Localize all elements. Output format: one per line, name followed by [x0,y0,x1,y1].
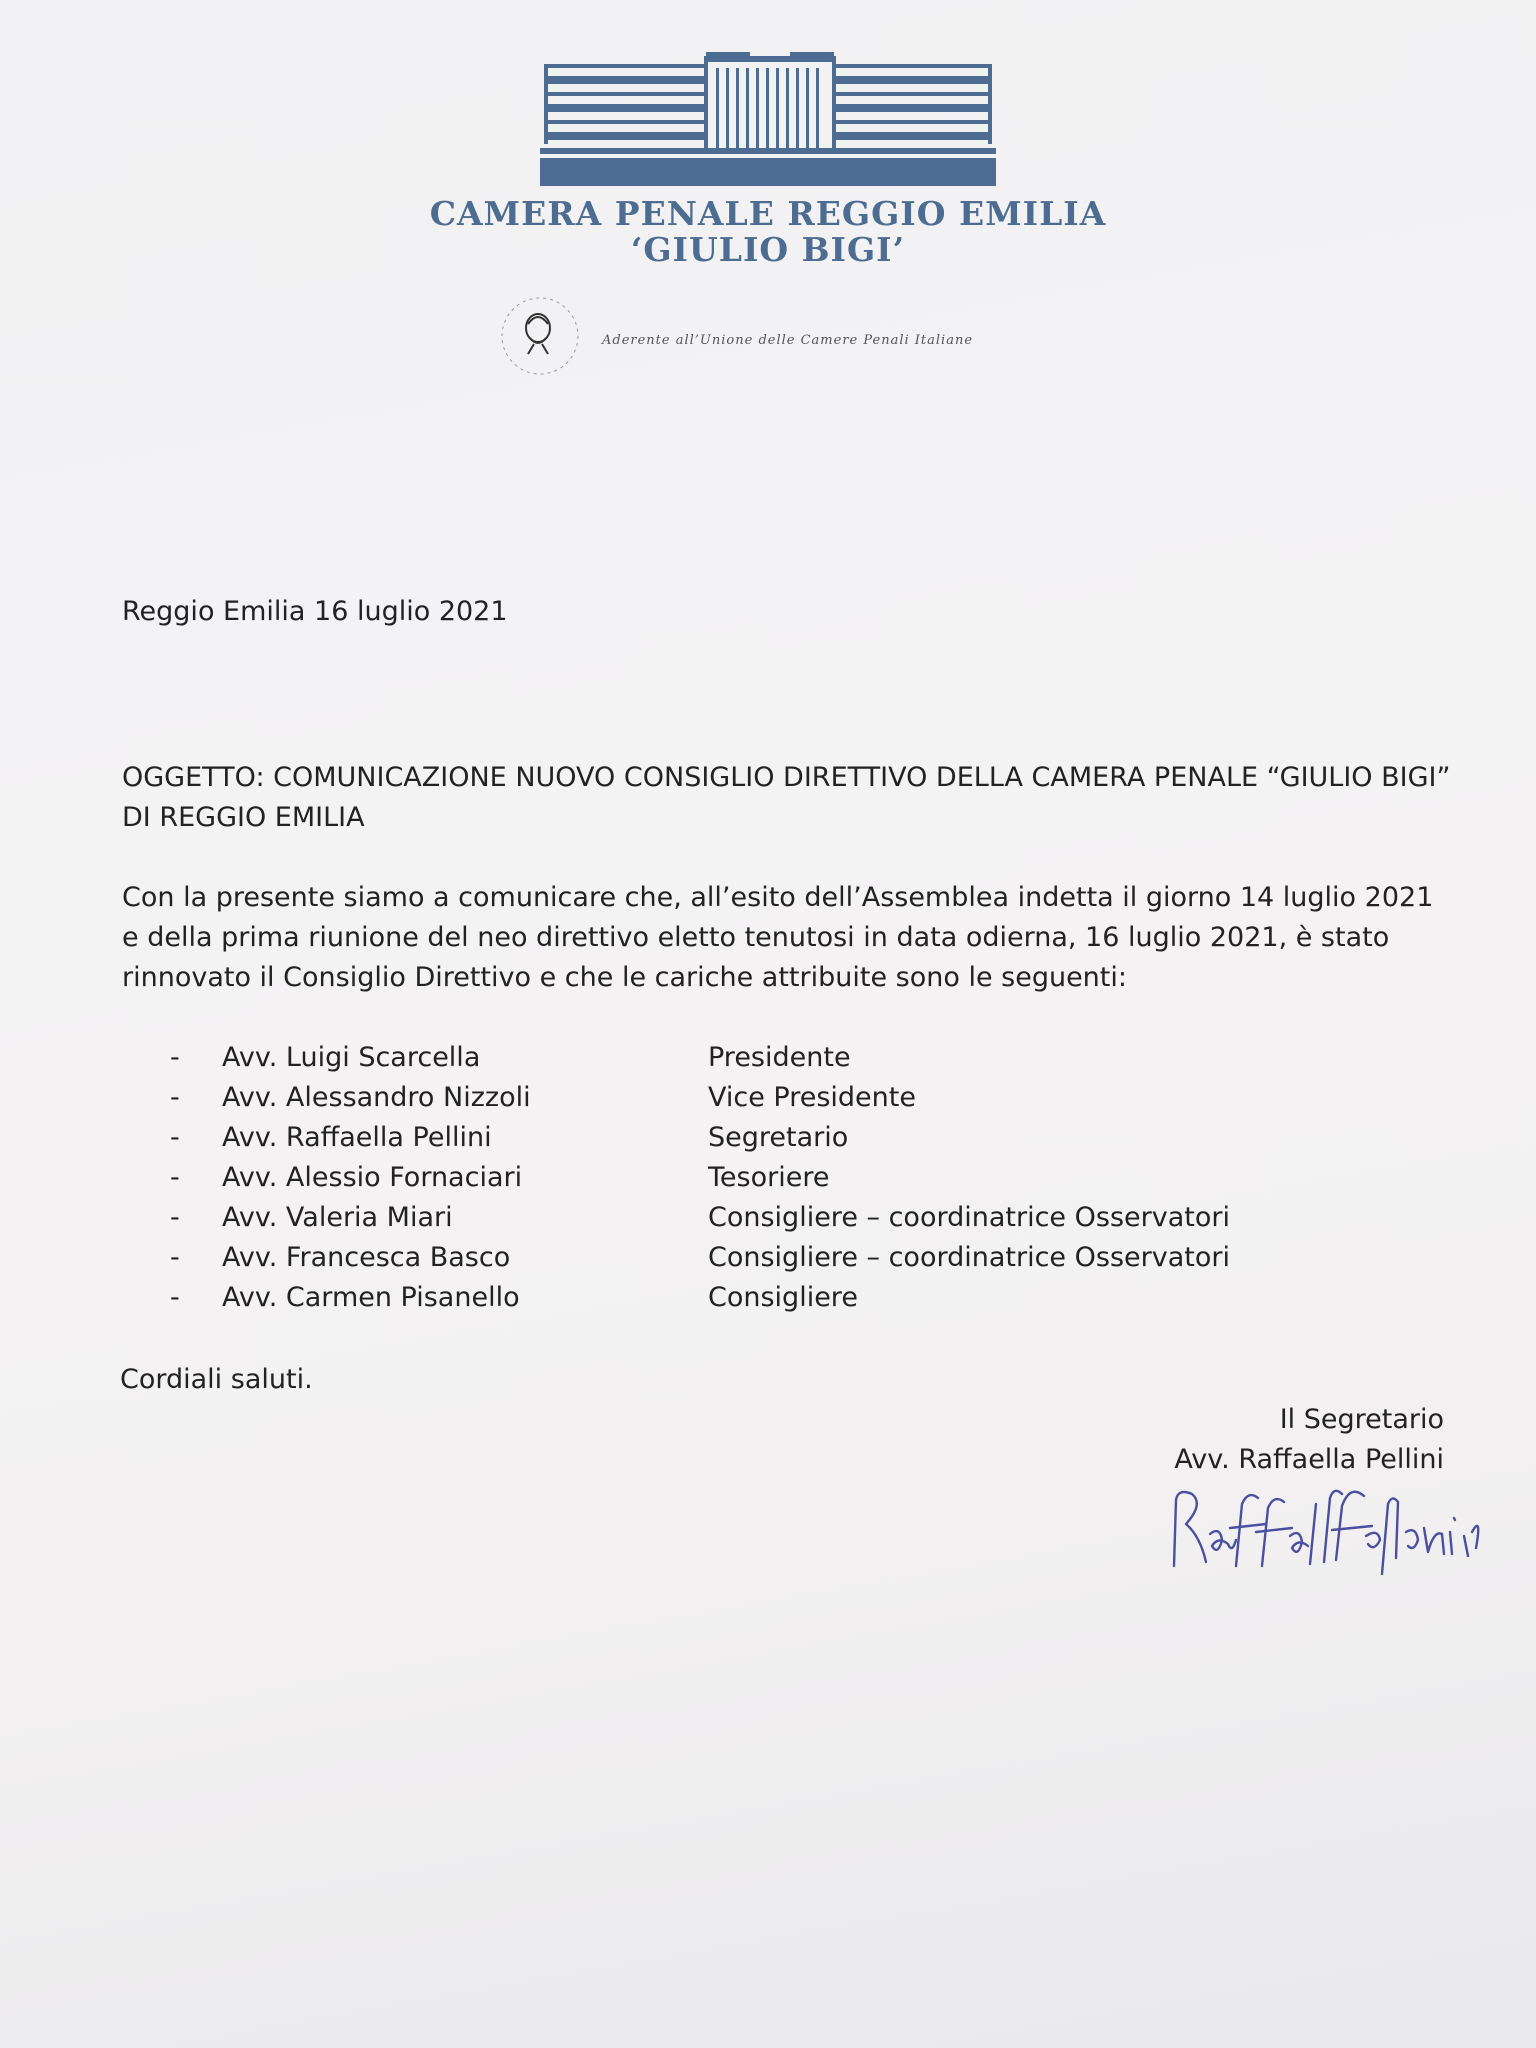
list-item [0,1158,1536,1198]
member-name: Avv. Alessandro Nizzoli [222,1082,531,1113]
letter-date: Reggio Emilia 16 luglio 2021 [122,596,508,627]
member-role: Consigliere – coordinatrice Osservatori [708,1202,1230,1233]
list-dash: - [170,1082,180,1113]
ucpi-membership-text: Aderente all’Unione delle Camere Penali Italiane [602,333,974,348]
member-role: Presidente [708,1042,851,1073]
org-name: CAMERA PENALE REGGIO EMILIA [429,194,1107,233]
list-item [0,1118,1536,1158]
member-role: Vice Presidente [708,1082,916,1113]
list-dash: - [170,1282,180,1313]
list-dash: - [170,1042,180,1073]
member-name: Avv. Luigi Scarcella [222,1042,481,1073]
list-item [0,1078,1536,1118]
closing-salutation: Cordiali saluti. [120,1364,313,1395]
list-dash: - [170,1242,180,1273]
ucpi-seal-icon [494,294,586,378]
org-subtitle: ‘GIULIO BIGI’ [630,230,906,269]
list-dash: - [170,1122,180,1153]
member-role: Consigliere [708,1282,858,1313]
member-name: Avv. Carmen Pisanello [222,1282,520,1313]
member-role: Segretario [708,1122,849,1153]
letter-body: Con la presente siamo a comunicare che, all’esito dell’Assemblea indetta il giorno 14 luglio 2021 e della prima riunione del neo direttivo eletto tenutosi in data odierna, 16 luglio 2021, è stato rinnovato il Consiglio Direttivo e che le cariche attribuite sono le seguenti: [122,882,1434,993]
list-item [0,1238,1536,1278]
building-logo [540,52,996,192]
handwritten-signature [1166,1474,1490,1584]
member-name: Avv. Raffaella Pellini [222,1122,492,1153]
member-role: Tesoriere [708,1162,830,1193]
member-name: Avv. Alessio Fornaciari [222,1162,523,1193]
list-item [0,1038,1536,1078]
member-name: Avv. Francesca Basco [222,1242,511,1273]
list-item [0,1198,1536,1238]
list-item [0,1278,1536,1318]
member-name: Avv. Valeria Miari [222,1202,453,1233]
letter-subject: OGGETTO: COMUNICAZIONE NUOVO CONSIGLIO DIRETTIVO DELLA CAMERA PENALE “GIULIO BIGI” DI REGGIO EMILIA [122,762,1451,833]
signer-title: Il Segretario [1279,1404,1444,1435]
list-dash: - [170,1162,180,1193]
member-role: Consigliere – coordinatrice Osservatori [708,1242,1230,1273]
list-dash: - [170,1202,180,1233]
signer-name: Avv. Raffaella Pellini [1174,1444,1444,1475]
